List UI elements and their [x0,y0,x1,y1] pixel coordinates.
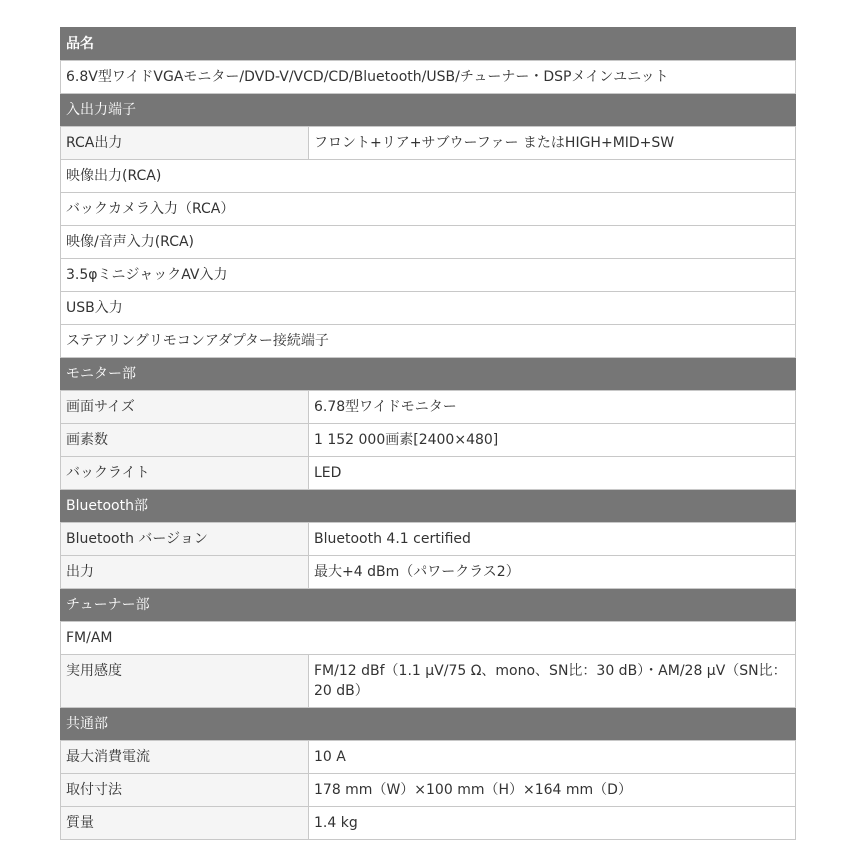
spec-row [61,774,796,807]
spec-row-full [61,622,796,655]
spec-row-full [61,160,796,193]
spec-row [61,457,796,490]
spec-row [61,655,796,708]
section-header: モニター部 [61,358,796,391]
spec-label: バックライト [61,457,309,490]
section-header: Bluetooth部 [61,490,796,523]
spec-item: USB入力 [61,292,796,325]
spec-value: LED [309,457,796,490]
section-header: チューナー部 [61,589,796,622]
spec-row [61,424,796,457]
spec-row-full [61,325,796,358]
spec-row-full [61,226,796,259]
spec-label: 画面サイズ [61,391,309,424]
spec-value: 178 mm（W）×100 mm（H）×164 mm（D） [309,774,796,807]
spec-value: 6.78型ワイドモニター [309,391,796,424]
spec-row-full [61,259,796,292]
section-header-row [61,28,796,61]
spec-item: 3.5φミニジャックAV入力 [61,259,796,292]
spec-item: 映像出力(RCA) [61,160,796,193]
spec-row [61,391,796,424]
spec-row [61,523,796,556]
spec-row-full [61,61,796,94]
spec-value: Bluetooth 4.1 certified [309,523,796,556]
spec-row [61,556,796,589]
spec-item: ステアリングリモコンアダプター接続端子 [61,325,796,358]
spec-item: FM/AM [61,622,796,655]
spec-value: 10 A [309,741,796,774]
spec-label: 取付寸法 [61,774,309,807]
spec-label: RCA出力 [61,127,309,160]
section-header: 品名 [61,28,796,61]
section-header-row [61,94,796,127]
spec-row [61,741,796,774]
section-header: 入出力端子 [61,94,796,127]
section-header-row [61,358,796,391]
section-header-row [61,708,796,741]
spec-value: フロント+リア+サブウーファー またはHIGH+MID+SW [309,127,796,160]
spec-value: FM/12 dBf（1.1 μV/75 Ω、mono、SN比：30 dB）・AM/28 μV（SN比：20 dB） [309,655,796,708]
section-header-row [61,589,796,622]
spec-row-full [61,292,796,325]
spec-value: 1 152 000画素[2400×480] [309,424,796,457]
spec-label: 実用感度 [61,655,309,708]
spec-item: 6.8V型ワイドVGAモニター/DVD-V/VCD/CD/Bluetooth/USB/チューナー・DSPメインユニット [61,61,796,94]
spec-label: 出力 [61,556,309,589]
spec-table-body [61,28,796,840]
spec-item: バックカメラ入力（RCA） [61,193,796,226]
spec-value: 最大+4 dBm（パワークラス2） [309,556,796,589]
spec-row-full [61,193,796,226]
spec-item: 映像/音声入力(RCA) [61,226,796,259]
spec-row [61,127,796,160]
section-header: 共通部 [61,708,796,741]
section-header-row [61,490,796,523]
spec-row [61,807,796,840]
spec-label: 最大消費電流 [61,741,309,774]
spec-label: 画素数 [61,424,309,457]
spec-label: Bluetooth バージョン [61,523,309,556]
spec-value: 1.4 kg [309,807,796,840]
spec-table [60,27,796,840]
spec-label: 質量 [61,807,309,840]
